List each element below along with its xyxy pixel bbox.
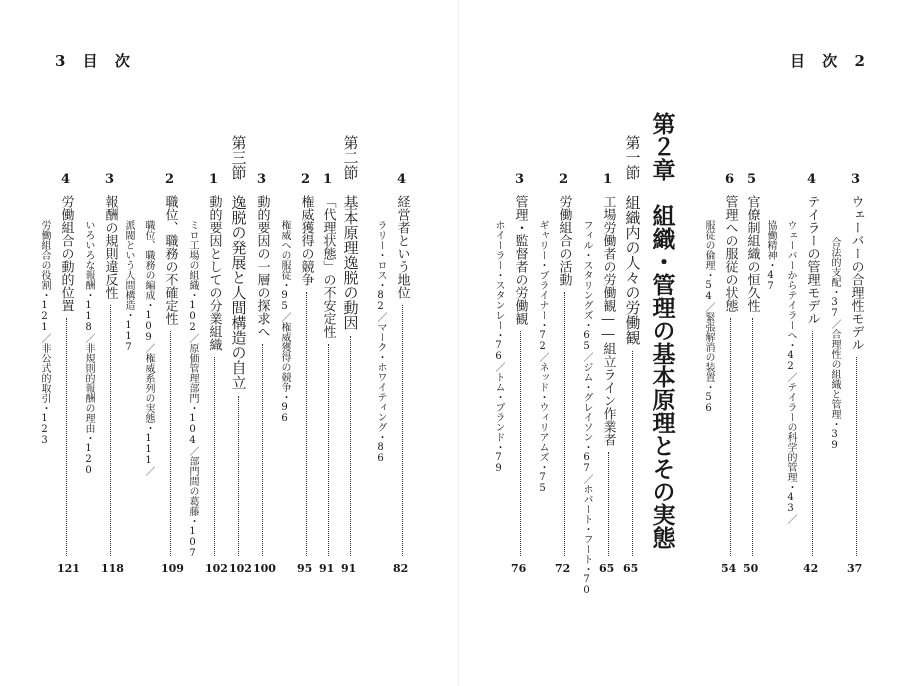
sub-title: 職位、職務の編成・109／権威系列の実態・111／ — [143, 220, 154, 476]
page-number: 102 — [229, 562, 252, 575]
section-title: 第二節 基本原理逸脱の動因 — [341, 135, 360, 330]
page-number: 102 — [205, 562, 228, 575]
page-fold — [458, 0, 459, 686]
sub-title: ホイーラー・スタンレー・76／トム・ブランド・79 — [493, 220, 504, 474]
page-number: 100 — [253, 562, 276, 575]
leader-dots — [520, 331, 521, 556]
entry-number: 1 — [323, 172, 333, 187]
entry-number: 4 — [397, 172, 407, 187]
sub-title: ミロ工場の組織・102／原価管理部門・104／部門間の葛藤・107 — [187, 220, 198, 559]
leader-dots — [608, 452, 609, 556]
right-page-number: 2 — [854, 52, 871, 70]
page-number: 121 — [57, 562, 80, 575]
item-title: ウェーバーの合理性モデル — [848, 195, 864, 351]
leader-dots — [730, 318, 731, 556]
left-page-number: 3 — [55, 52, 72, 70]
page-number: 109 — [161, 562, 184, 575]
item-title: 労働組合の活動 — [556, 195, 572, 286]
leader-dots — [564, 292, 565, 556]
leader-dots — [856, 357, 857, 556]
item-title: 官僚制組織の恒久性 — [744, 195, 760, 312]
page-number: 82 — [393, 562, 409, 575]
left-header-label: 目 次 — [82, 52, 136, 70]
page-number: 54 — [721, 562, 737, 575]
entry-number: 6 — [725, 172, 735, 187]
page-number: 65 — [623, 562, 639, 575]
entry-number: 2 — [301, 172, 311, 187]
item-title: 「代理状態」の不安定性 — [320, 195, 336, 338]
item-title: 職位、職務の不確定性 — [162, 195, 178, 325]
entry-number: 3 — [851, 172, 861, 187]
sub-title: 派閥という人間構造・117 — [123, 220, 134, 353]
page-number: 42 — [803, 562, 819, 575]
sub-title: ウェーバーからテイラーへ・42／テイラーの科学的管理・43／ — [785, 220, 796, 524]
item-title: 経営者という地位 — [394, 195, 410, 299]
leader-dots — [306, 292, 307, 556]
page-number: 91 — [341, 562, 357, 575]
leader-dots — [170, 331, 171, 556]
entry-number: 3 — [257, 172, 267, 187]
sub-title: 労働組合の役割・121／非公式的取引・123 — [39, 220, 50, 446]
item-title: 労働組合の動的位置 — [58, 195, 74, 312]
item-title: 動的要因の一層の探求へ — [254, 195, 270, 338]
left-page-header — [55, 50, 136, 71]
sub-title: 合法的支配・37／合理性の組織と管理・39 — [829, 237, 840, 451]
item-title: 工場労働者の労働観――組立ライン作業者 — [600, 195, 616, 446]
page-number: 37 — [847, 562, 863, 575]
leader-dots — [812, 331, 813, 556]
entry-number: 1 — [209, 172, 219, 187]
section-title: 第三節 逸脱の発展と人間構造の自立 — [229, 135, 248, 390]
entry-number: 4 — [807, 172, 817, 187]
page-number: 91 — [319, 562, 335, 575]
entry-number: 1 — [603, 172, 613, 187]
leader-dots — [238, 396, 239, 556]
sub-title: ラリー・ロス・82／マーク・ホワイティング・86 — [375, 220, 386, 464]
item-title: テイラーの管理モデル — [804, 195, 820, 325]
leader-dots — [752, 318, 753, 556]
entry-number: 3 — [105, 172, 115, 187]
leader-dots — [632, 351, 633, 556]
sub-title: 権威への服従・95／権威獲得の競争・96 — [279, 220, 290, 424]
entry-number: 2 — [165, 172, 175, 187]
page-number: 72 — [555, 562, 571, 575]
right-page-header — [790, 50, 871, 71]
entry-number: 4 — [61, 172, 71, 187]
item-title: 動的要因としての分業組織 — [206, 195, 222, 351]
leader-dots — [110, 305, 111, 556]
page-number: 76 — [511, 562, 527, 575]
entry-number: 5 — [747, 172, 757, 187]
item-title: 権威獲得の競争 — [298, 195, 314, 286]
right-header-label: 目 次 — [790, 52, 844, 70]
item-title: 報酬の規則違反性 — [102, 195, 118, 299]
item-title: 管理への服従の状態 — [722, 195, 738, 312]
sub-title: フィル・スタリングズ・65／ジム・グレイソン・67／ホバート・フート・70 — [581, 220, 592, 596]
leader-dots — [350, 336, 351, 556]
sub-title: いろいろな報酬・118／非規則的報酬の理由・120 — [83, 220, 94, 476]
entry-number: 2 — [559, 172, 569, 187]
page-number: 65 — [599, 562, 615, 575]
section-title: 第一節 組織内の人々の労働観 — [623, 135, 642, 345]
leader-dots — [66, 318, 67, 556]
leader-dots — [328, 344, 329, 556]
chapter-title: 第２章 組織・管理の基本原理とその実態 — [648, 112, 676, 549]
page-number: 95 — [297, 562, 313, 575]
page-number: 50 — [743, 562, 759, 575]
sub-title: 協働精神・47 — [765, 220, 776, 292]
sub-title: ギャリー・ブライナー・72／ネッド・ウィリアムズ・75 — [537, 220, 548, 494]
page-number: 118 — [101, 562, 124, 575]
leader-dots — [214, 357, 215, 556]
sub-title: 服従の倫理・54／緊張解消の装置・56 — [703, 220, 714, 414]
leader-dots — [402, 305, 403, 556]
item-title: 管理・監督者の労働観 — [512, 195, 528, 325]
leader-dots — [262, 344, 263, 556]
entry-number: 3 — [515, 172, 525, 187]
